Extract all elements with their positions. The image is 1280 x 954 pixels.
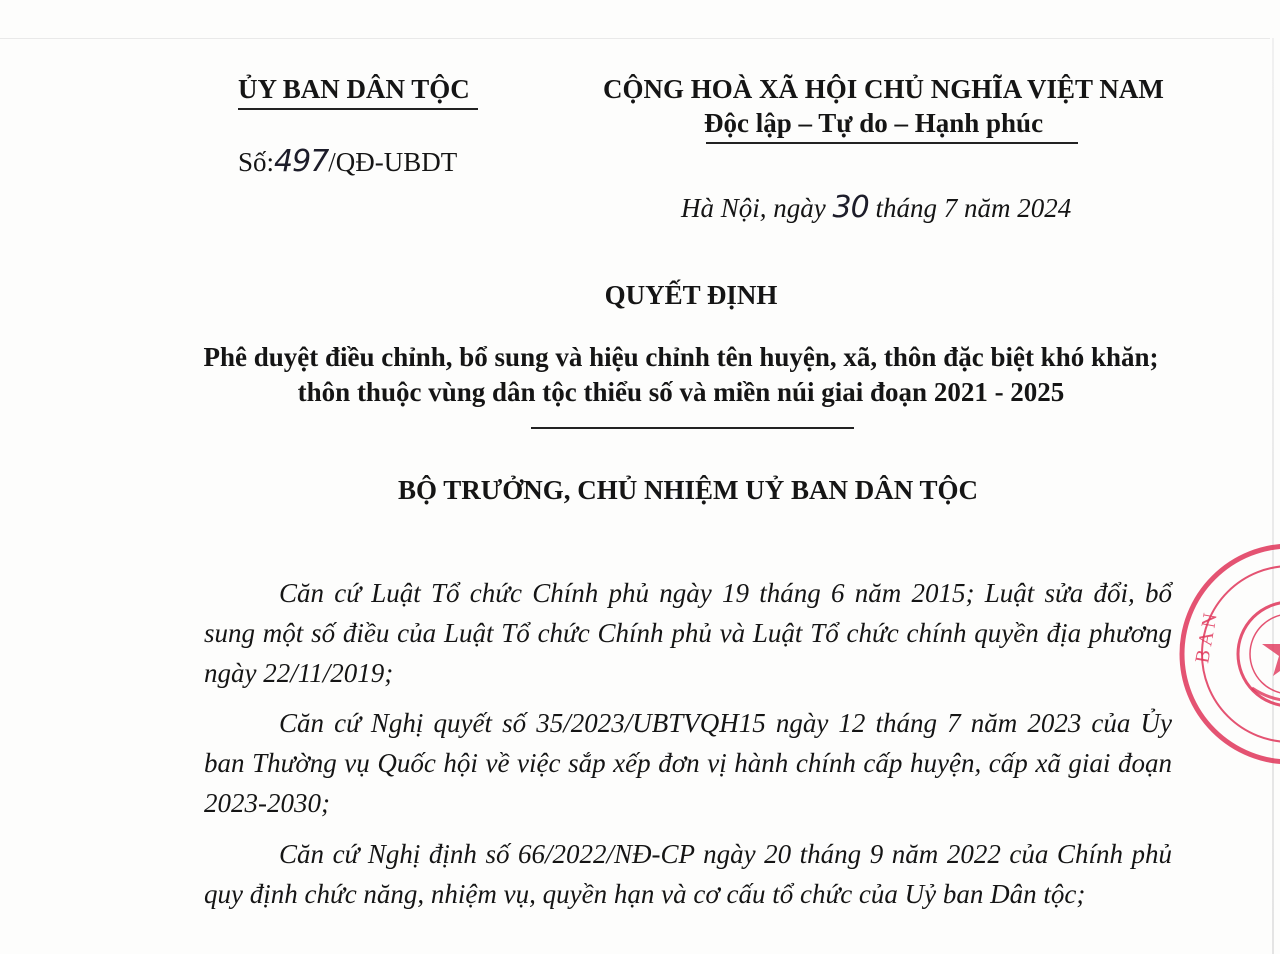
republic-heading: CỘNG HOÀ XÃ HỘI CHỦ NGHĨA VIỆT NAM bbox=[603, 74, 1164, 104]
document-number-handwritten: 497 bbox=[274, 144, 329, 179]
legal-basis-paragraph: Căn cứ Nghị định số 66/2022/NĐ-CP ngày 20 tháng 9 năm 2022 của Chính phủ quy định chức năng, nhiệm vụ, quyền hạn và cơ cấu tổ chức của Uỷ ban Dân tộc; bbox=[204, 839, 1172, 909]
issuing-agency: ỦY BAN DÂN TỘC bbox=[238, 74, 470, 104]
document-number-suffix: /QĐ-UBDT bbox=[328, 147, 458, 177]
document-number bbox=[238, 144, 457, 179]
date-day-handwritten: 30 bbox=[832, 190, 869, 225]
motto-underline bbox=[706, 142, 1078, 144]
page-edge-top bbox=[0, 38, 1270, 39]
date-suffix: tháng 7 năm 2024 bbox=[868, 193, 1072, 223]
official-seal-stamp bbox=[1172, 538, 1280, 768]
document-title: QUYẾT ĐỊNH bbox=[604, 280, 778, 310]
seal-star-icon bbox=[1262, 624, 1280, 676]
document-subject: Phê duyệt điều chỉnh, bổ sung và hiệu chỉnh tên huyện, xã, thôn đặc biệt khó khăn; thôn thuộc vùng dân tộc thiểu số và miền núi giai đoạn 2021 - 2025 bbox=[203, 342, 1159, 407]
place-date-line bbox=[681, 190, 1071, 225]
legal-basis-paragraph: Căn cứ Luật Tổ chức Chính phủ ngày 19 tháng 6 năm 2015; Luật sửa đổi, bổ sung một số điều của Luật Tổ chức Chính phủ và Luật Tổ chức chính quyền địa phương ngày 22/11/2019; bbox=[204, 578, 1172, 688]
subject-underline bbox=[531, 427, 854, 429]
document-number-prefix: Số: bbox=[238, 147, 275, 177]
legal-basis-paragraph: Căn cứ Nghị quyết số 35/2023/UBTVQH15 ngày 12 tháng 7 năm 2023 của Ủy ban Thường vụ Quốc hội về việc sắp xếp đơn vị hành chính cấp huyện, cấp xã giai đoạn 2023-2030; bbox=[204, 708, 1172, 818]
date-prefix: Hà Nội, ngày bbox=[681, 193, 833, 223]
issuer-heading: BỘ TRƯỞNG, CHỦ NHIỆM UỶ BAN DÂN TỘC bbox=[397, 475, 979, 505]
agency-underline bbox=[238, 108, 478, 110]
svg-text:BAN: BAN bbox=[1191, 607, 1223, 665]
national-motto: Độc lập – Tự do – Hạnh phúc bbox=[704, 108, 1044, 138]
